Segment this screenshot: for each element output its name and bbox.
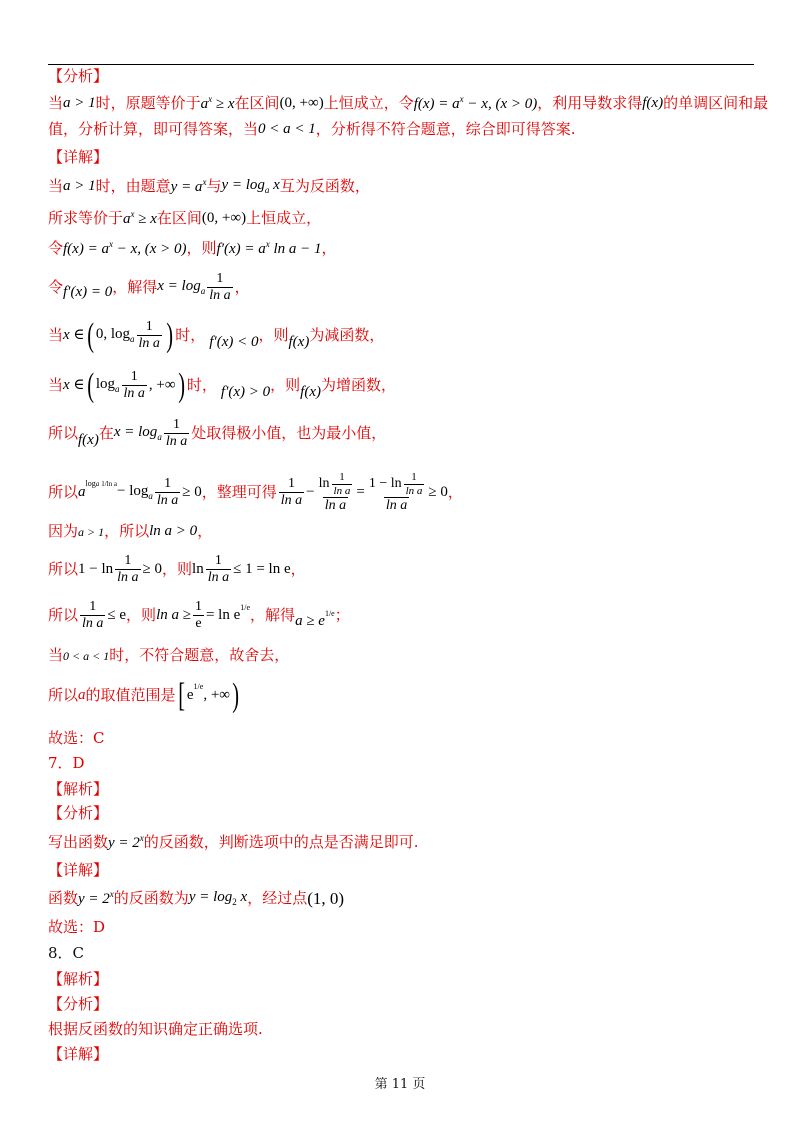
math: $y = \log_a x$ xyxy=(221,177,280,195)
detail-line-13 xyxy=(48,677,241,714)
text: ，解得 xyxy=(112,278,158,297)
fraction: $\frac{1}{\text{ln a}}$ xyxy=(156,475,179,508)
analysis-line-1 xyxy=(48,95,768,112)
math: $f(x) = a^x - x$, (x > 0) xyxy=(413,94,538,112)
heading-text: 【解析】 xyxy=(48,970,109,988)
math: f′(x) < 0 xyxy=(209,334,259,351)
math: $\log_a$ xyxy=(95,376,120,395)
text: ； xyxy=(334,606,350,625)
question-8-heading xyxy=(48,946,84,961)
fraction: $\frac{1}{\text{ln a}}$ xyxy=(82,599,104,631)
math: $y = 2^x$ xyxy=(108,833,144,851)
text: 互为反函数， xyxy=(279,177,370,195)
heading-text: 【详解】 xyxy=(48,1045,109,1063)
fraction: $\frac{1}{\text{ln a}}$ xyxy=(123,369,145,401)
answer-text: 故选：D xyxy=(48,918,106,936)
math: $a^x \ge x$ xyxy=(123,209,157,227)
q8-detail-heading xyxy=(48,1047,108,1062)
math: f(x) xyxy=(78,432,99,449)
text: 令 xyxy=(48,239,64,257)
text: 上恒成立， xyxy=(246,209,322,227)
math: $f(x) = a^x - x$, (x > 0) xyxy=(63,239,187,257)
math: a > 1 xyxy=(63,95,96,111)
math: x ∈ xyxy=(63,377,85,394)
q8-analysis-line xyxy=(48,1022,263,1037)
math: $y = 2^x$ xyxy=(78,889,114,907)
left-paren: ( xyxy=(86,366,94,404)
fraction: $\frac{1}{\text{ln a}}$ xyxy=(117,553,139,585)
detail-line-1 xyxy=(48,178,370,195)
math: $f'(x) = a^x$ ln a − 1 xyxy=(216,239,322,257)
text: 当 xyxy=(48,177,64,195)
left-paren: ( xyxy=(86,316,94,354)
text: 时，由题意 xyxy=(95,177,171,195)
text: 令 xyxy=(48,278,64,297)
math: ≥ 0 xyxy=(142,561,163,578)
heading-text: 【分析】 xyxy=(48,804,109,822)
text: 当 xyxy=(48,326,64,345)
math: = xyxy=(356,484,365,501)
math: f′(x) = 0 xyxy=(63,284,113,301)
text: ， xyxy=(290,560,306,579)
math: a > 1 xyxy=(78,524,105,539)
heading-text: 【详解】 xyxy=(48,861,109,879)
text: 函数 xyxy=(48,889,79,907)
q8-jiexi-heading xyxy=(48,972,108,987)
text: ， xyxy=(447,483,463,502)
text: ，经过点 xyxy=(247,889,308,907)
text: 当 xyxy=(48,646,64,664)
heading-text: 【分析】 xyxy=(48,995,109,1013)
text: 时，不符合题意，故舍去， xyxy=(109,646,290,664)
section-analysis-heading xyxy=(48,69,108,84)
text: 时， xyxy=(186,376,217,395)
text: ， xyxy=(197,522,213,540)
math: ln a ≥ xyxy=(156,607,191,624)
text: ，则 xyxy=(258,326,289,345)
fraction: $\frac{1}{e}$ xyxy=(194,599,202,631)
text: ，整理可得 xyxy=(201,483,277,502)
math: 1 − ln xyxy=(78,561,114,578)
text: 在区间 xyxy=(234,94,280,112)
math: = $\ln e^{1/e}$ xyxy=(205,603,251,624)
math: $e^{1/e}$, +∞ xyxy=(186,682,230,704)
answer-7 xyxy=(48,920,105,935)
detail-line-2 xyxy=(48,210,321,227)
math: ≤ e xyxy=(107,607,127,624)
q7-analysis-line xyxy=(48,834,419,851)
text: ， xyxy=(234,278,250,297)
math: $y = \log_2 x$ xyxy=(188,889,248,907)
right-paren: ) xyxy=(177,366,185,404)
text: ，解得 xyxy=(250,606,296,625)
detail-line-9 xyxy=(48,524,212,539)
nested-fraction: ln $\frac{1}{\text{ln a}}$ ln a xyxy=(318,471,351,513)
answer-6 xyxy=(48,731,104,746)
math: ≥ 0 xyxy=(428,484,448,501)
text: 时，原题等价于 xyxy=(95,94,201,112)
detail-line-4 xyxy=(48,272,250,303)
q7-solution-line xyxy=(48,890,344,907)
text: ，利用导数求得 xyxy=(537,94,643,112)
math: $a^{loga 1/ln a}$ xyxy=(78,479,117,501)
math: $y = a^x$ xyxy=(170,177,207,195)
math: f(x) xyxy=(288,334,310,351)
text: 与 xyxy=(206,177,222,195)
text: 当 xyxy=(48,376,64,395)
question-number: 7．D xyxy=(48,754,85,772)
text: 时， xyxy=(175,326,206,345)
math: (0, +∞) xyxy=(279,95,324,111)
text: 所以 xyxy=(48,560,79,579)
text: 写出函数 xyxy=(48,833,109,851)
heading-text: 【详解】 xyxy=(48,148,109,166)
text: 的反函数，判断选项中的点是否满足即可. xyxy=(143,833,419,851)
q8-fenxi-heading xyxy=(48,997,108,1012)
detail-line-7 xyxy=(48,418,386,449)
math: ≤ 1 = ln e xyxy=(233,561,291,578)
math: f′(x) > 0 xyxy=(220,384,271,401)
text: ， xyxy=(321,239,337,257)
text: ，则 xyxy=(126,606,157,625)
math: $a^x \ge x$ xyxy=(200,94,235,112)
math: , +∞ xyxy=(148,377,176,394)
text: 的取值范围是 xyxy=(85,686,176,705)
text: 所以 xyxy=(48,606,79,625)
text: 所求等价于 xyxy=(48,209,124,227)
text: 在 xyxy=(98,424,114,443)
math: $a \ge e^{1/e}$ xyxy=(295,609,335,630)
detail-line-12 xyxy=(48,648,289,663)
math: (0, +∞) xyxy=(201,210,247,226)
text: ，所以 xyxy=(104,522,150,540)
math: f(x) xyxy=(642,95,664,111)
math: ≥ 0 xyxy=(182,484,202,501)
q7-detail-heading xyxy=(48,863,108,878)
q7-fenxi-heading xyxy=(48,806,108,821)
math: 0 < a < 1 xyxy=(258,121,316,137)
math: 0, $\log_a$ xyxy=(95,326,135,345)
page-footer: 第 11 页 xyxy=(374,1077,426,1092)
text: ，则 xyxy=(162,560,193,579)
detail-line-11 xyxy=(48,600,350,631)
fraction: $\frac{1}{\text{ln a}}$ xyxy=(280,475,303,508)
text: 的反函数为 xyxy=(113,889,189,907)
detail-line-6 xyxy=(48,366,396,404)
question-number: 8．C xyxy=(48,944,85,962)
math: $x = \log_a$ xyxy=(157,278,206,297)
detail-line-3 xyxy=(48,240,337,257)
nested-fraction: 1 − ln $\frac{1}{\text{ln a}}$ ln a xyxy=(368,471,423,513)
detail-line-10 xyxy=(48,554,306,585)
math: $x = \log_a$ xyxy=(113,424,162,443)
math: − $\log_a$ xyxy=(117,483,153,502)
text: 在区间 xyxy=(156,209,202,227)
text: 所以 xyxy=(48,424,79,443)
math: − xyxy=(306,484,315,501)
fraction: $\frac{1}{\text{ln a}}$ xyxy=(138,319,160,351)
math: ln a > 0 xyxy=(149,523,198,539)
math: f(x) xyxy=(300,384,321,401)
header-rule xyxy=(48,64,754,65)
text: 当 xyxy=(48,94,64,112)
math: a xyxy=(78,687,86,704)
text: 为减函数， xyxy=(309,326,385,345)
q7-jiexi-heading xyxy=(48,782,108,797)
text: 根据反函数的知识确定正确选项. xyxy=(48,1020,263,1038)
math: (1, 0) xyxy=(307,889,345,908)
text: 处取得极小值，也为最小值， xyxy=(191,424,387,443)
text: ，则 xyxy=(270,376,301,395)
math: ln xyxy=(192,561,204,578)
math: a > 1 xyxy=(63,178,96,194)
fraction: $\frac{1}{\text{ln a}}$ xyxy=(207,553,230,585)
detail-line-8 xyxy=(48,472,463,513)
right-paren: ) xyxy=(232,677,240,714)
section-detail-heading xyxy=(48,150,108,165)
heading-text: 【分析】 xyxy=(48,67,109,85)
analysis-line-2 xyxy=(48,122,576,137)
text: 为增函数， xyxy=(320,376,396,395)
math: 0 < a < 1 xyxy=(63,648,110,663)
text: 所以 xyxy=(48,686,79,705)
heading-text: 【解析】 xyxy=(48,780,109,798)
text: ，分析得不符合题意，综合即可得答案. xyxy=(315,120,576,138)
left-bracket: [ xyxy=(177,677,185,714)
text: 上恒成立，令 xyxy=(323,94,414,112)
detail-line-5 xyxy=(48,316,385,354)
text: 的单调区间和最 xyxy=(663,94,769,112)
math: x ∈ xyxy=(63,327,85,344)
text: 因为 xyxy=(48,522,79,540)
text: 值，分析计算，即可得答案，当 xyxy=(48,120,259,138)
fraction: $\frac{1}{\text{ln a}}$ xyxy=(165,417,188,449)
answer-text: 故选：C xyxy=(48,729,105,747)
question-7-heading xyxy=(48,756,85,771)
fraction: $\frac{1}{\text{ln a}}$ xyxy=(209,271,231,303)
text: 所以 xyxy=(48,483,79,502)
text: ，则 xyxy=(186,239,217,257)
right-paren: ) xyxy=(166,316,173,354)
